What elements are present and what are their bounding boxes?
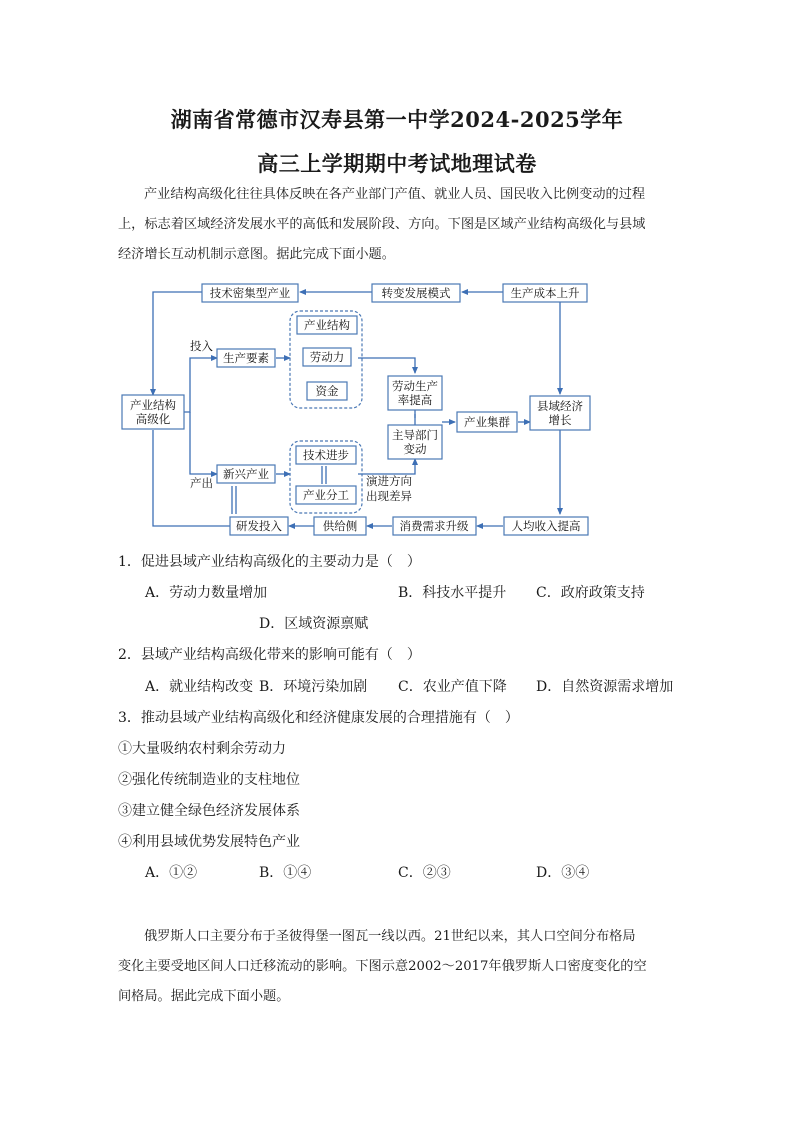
change-mode-text: 转变发展模式: [381, 286, 451, 300]
input-label: 投入: [190, 339, 213, 353]
question-3-statement-1: ①大量吸纳农村剩余劳动力: [118, 741, 286, 757]
question-1-stem: 1．促进县域产业结构高级化的主要动力是（ ）: [118, 554, 421, 570]
cluster-text: 产业集群: [464, 415, 510, 429]
question-3-statement-2: ②强化传统制造业的支柱地位: [118, 772, 300, 788]
consumption-upgrade-text: 消费需求升级: [399, 519, 469, 533]
leading-sector-text-line1: 主导部门: [392, 428, 438, 442]
intro-paragraph-1: [118, 180, 678, 270]
intro1-line1: 产业结构高级化往往具体反映在各产业部门产值、就业人员、国民收入比例变动的过程: [144, 187, 646, 202]
productivity-text-line1: 劳动生产: [392, 379, 438, 393]
tech-intensive-text: 技术密集型产业: [209, 286, 291, 300]
question-1-option-b[interactable]: B．科技水平提升: [398, 585, 507, 601]
intro1-line2: 上，标志着区域经济发展水平的高低和发展阶段、方向。下图是区域产业结构高级化与县域: [118, 217, 646, 232]
evolution-text-line1: 演进方向: [366, 474, 412, 488]
question-3-statement-4: ④利用县域优势发展特色产业: [118, 834, 300, 850]
division-text: 产业分工: [303, 488, 349, 502]
exam-title-line1: 湖南省常德市汉寿县第一中学2024-2025学年: [170, 107, 624, 132]
question-3-option-a[interactable]: A．①②: [145, 865, 198, 881]
question-2-option-d[interactable]: D．自然资源需求增加: [536, 679, 674, 695]
question-3-statement-3: ③建立健全绿色经济发展体系: [118, 803, 300, 819]
intro2-line1: 俄罗斯人口主要分布于圣彼得堡一图瓦一线以西。21世纪以来，其人口空间分布格局: [144, 929, 636, 944]
rd-input-text: 研发投入: [236, 519, 282, 533]
question-1-option-a[interactable]: A．劳动力数量增加: [145, 585, 268, 601]
question-2-option-c[interactable]: C．农业产值下降: [398, 679, 507, 695]
evolution-text-line2: 出现差异: [366, 489, 412, 503]
intro2-line3: 间格局。据此完成下面小题。: [118, 989, 290, 1004]
upgrade-text-line2: 高级化: [135, 412, 171, 426]
capital-text: 资金: [315, 384, 339, 398]
cost-rise-text: 生产成本上升: [510, 286, 580, 300]
question-1-option-c[interactable]: C．政府政策支持: [536, 585, 645, 601]
mechanism-diagram: [110, 278, 600, 543]
question-3-option-b[interactable]: B．①④: [259, 865, 312, 881]
income-rise-text: 人均收入提高: [511, 519, 581, 533]
question-1-option-d[interactable]: D．区域资源禀赋: [259, 616, 369, 632]
county-growth-text-line2: 增长: [548, 413, 572, 427]
county-growth-text-line1: 县域经济: [537, 399, 583, 413]
labor-text: 劳动力: [309, 350, 345, 364]
exam-title-line2: 高三上学期期中考试地理试卷: [257, 151, 537, 176]
question-2-option-b[interactable]: B．环境污染加剧: [259, 679, 368, 695]
intro1-line3: 经济增长互动机制示意图。据此完成下面小题。: [118, 247, 395, 262]
tech-progress-text: 技术进步: [303, 448, 349, 462]
emerging-industry-text: 新兴产业: [223, 467, 269, 481]
industry-structure-text: 产业结构: [304, 318, 350, 332]
productivity-text-line2: 率提高: [397, 393, 433, 407]
supply-side-text: 供给侧: [322, 519, 358, 533]
intro2-line2: 变化主要受地区间人口迁移流动的影响。下图示意2002～2017年俄罗斯人口密度变化的空: [118, 959, 647, 974]
intro-paragraph-2: [118, 922, 678, 1012]
production-factors-text: 生产要素: [223, 351, 269, 365]
question-3-option-c[interactable]: C．②③: [398, 865, 451, 881]
question-2-option-a[interactable]: A．就业结构改变: [145, 679, 254, 695]
output-label: 产出: [190, 476, 213, 490]
question-2-stem: 2．县域产业结构高级化带来的影响可能有（ ）: [118, 647, 421, 663]
leading-sector-text-line2: 变动: [403, 442, 427, 456]
question-3-stem: 3．推动县域产业结构高级化和经济健康发展的合理措施有（ ）: [118, 710, 519, 726]
question-3-option-d[interactable]: D．③④: [536, 865, 590, 881]
upgrade-text-line1: 产业结构: [130, 398, 176, 412]
